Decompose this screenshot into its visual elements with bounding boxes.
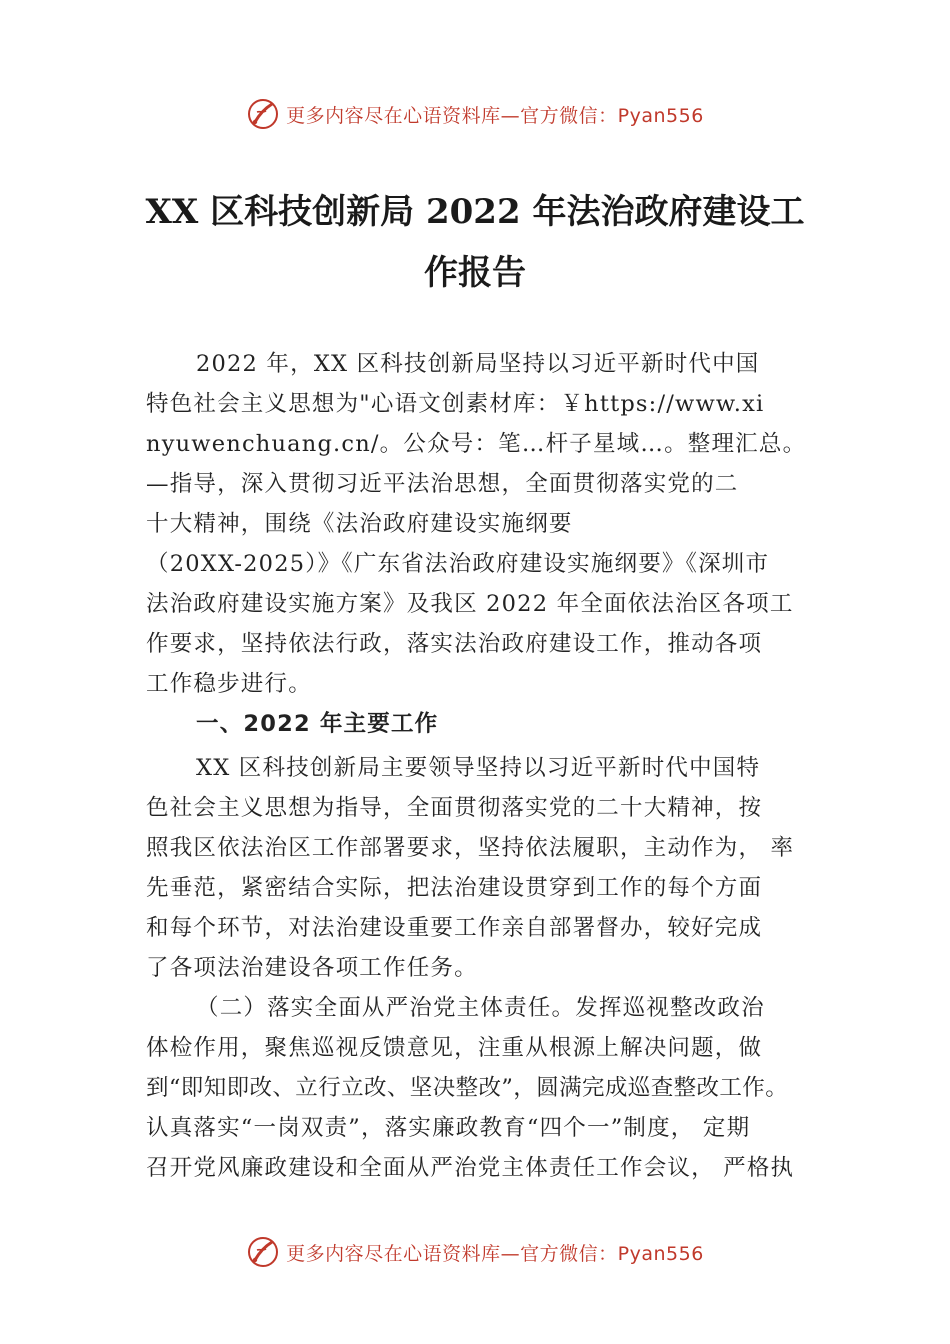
body-line: （20XX-2025）》《广东省法治政府建设实施纲要》《深圳市	[146, 551, 770, 577]
subsection-line: （二）落实全面从严治党主体责任。发挥巡视整改政治	[196, 995, 765, 1021]
body-line: 体检作用，聚焦巡视反馈意见，注重从根源上解决问题，做	[146, 1035, 763, 1061]
body-line: 照我区依法治区工作部署要求，坚持依法履职，主动作为， 率	[146, 835, 795, 861]
body-line: 2022 年，XX 区科技创新局坚持以习近平新时代中国	[196, 351, 760, 377]
body-line: 作要求，坚持依法行政，落实法治政府建设工作，推动各项	[146, 631, 763, 657]
body-line: XX 区科技创新局主要领导坚持以习近平新时代中国特	[196, 755, 761, 781]
watermark-banner-bottom	[0, 1232, 950, 1272]
watermark-text: 更多内容尽在心语资料库—官方微信：Pyan556	[286, 104, 704, 127]
body-line: 色社会主义思想为指导，全面贯彻落实党的二十大精神，按	[146, 795, 763, 821]
document-title: XX 区科技创新局 2022 年法治政府建设工	[145, 192, 805, 232]
section-heading: 一、2022 年主要工作	[196, 711, 439, 737]
watermark-text: 更多内容尽在心语资料库—官方微信：Pyan556	[286, 1242, 704, 1265]
watermark-banner-top	[0, 94, 950, 134]
body-line: 法治政府建设实施方案》及我区 2022 年全面依法治区各项工	[146, 591, 794, 617]
body-line: 和每个环节，对法治建设重要工作亲自部署督办，较好完成	[146, 915, 763, 941]
body-line: 工作稳步进行。	[146, 671, 312, 697]
body-line: 认真落实“一岗双责”，落实廉政教育“四个一”制度， 定期	[146, 1115, 751, 1141]
body-line: —指导，深入贯彻习近平法治思想，全面贯彻落实党的二	[146, 471, 739, 497]
body-line: 了各项法治建设各项工作任务。	[146, 955, 478, 981]
body-line: 到“即知即改、立行立改、坚决整改”，圆满完成巡查整改工作。	[146, 1075, 789, 1101]
body-line: 特色社会主义思想为"心语文创素材库：￥https://www.xi	[146, 391, 765, 417]
brush-logo-icon	[246, 1235, 280, 1269]
body-line: nyuwenchuang.cn/。公众号：笔…杆子星域…。整理汇总。	[146, 431, 807, 457]
body-line: 十大精神，围绕《法治政府建设实施纲要	[146, 511, 573, 537]
body-line: 先垂范，紧密结合实际，把法治建设贯穿到工作的每个方面	[146, 875, 763, 901]
body-line: 召开党风廉政建设和全面从严治党主体责任工作会议， 严格执	[146, 1155, 795, 1181]
document-title-continued: 作报告	[424, 253, 526, 293]
brush-logo-icon	[246, 97, 280, 131]
